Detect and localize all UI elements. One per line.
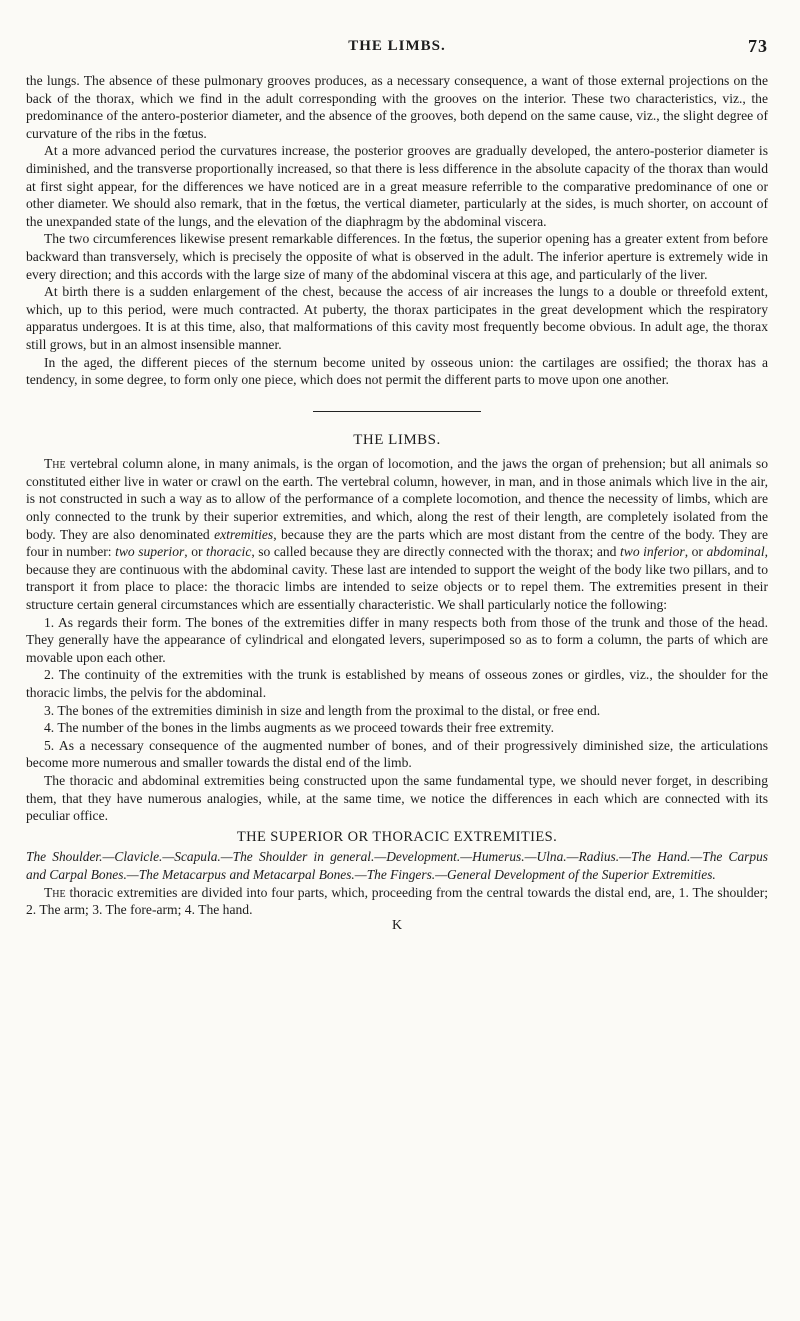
emphasis: two superior <box>115 544 185 560</box>
running-header <box>26 38 768 64</box>
page-number: 73 <box>748 36 768 56</box>
intro-text: , because they are the parts which are most distant from the centre of the body. They are four in number: <box>26 526 768 560</box>
section-contents-summary: The Shoulder.—Clavicle.—Scapula.—The Shoulder in general.—Development.—Humerus.—Ulna.—Radius.—The Hand.—The Carpus and Carpal Bones.—The Metacarpus and Metacarpal Bones.—The Fingers.—General Development of the Superior Extremities. <box>26 849 768 882</box>
printer-signature: K <box>391 917 403 933</box>
emphasis: abdominal <box>706 544 765 560</box>
paragraph: At birth there is a sudden enlargement of the chest, because the access of air increases the lungs to a double or threefold extent, which, up to this period, were much contracted. At puberty, the thorax participates in the great development which the respiratory apparatus undergoes. It is at this time, also, that malformations of this cavity most frequently become obvious. In adult age, the thorax still grows, but in an almost insensible manner. <box>26 284 768 352</box>
emphasis: two inferior <box>619 544 685 560</box>
intro-text: , or <box>184 544 207 560</box>
numbered-point: 5. As a necessary consequence of the augmented number of bones, and of their progressively diminished size, the articulations become more numerous and smaller towards the distal end of the limb. <box>26 737 768 771</box>
numbered-point: 1. As regards their form. The bones of the extremities differ in many respects both from those of the trunk and those of the head. They generally have the appearance of cylindrical and elongated levers, superimposed so as to form a column, the parts of which are movable upon each other. <box>26 614 768 665</box>
paragraph: At a more advanced period the curvatures increase, the posterior grooves are gradually developed, the antero-posterior diameter is diminished, and the transverse proportionally increased, so that there is less difference in the absolute capacity of the thorax than would at first sight appear, for the differences we have noticed are in a great measure referrible to the comparative predominance of one or other diameter. We should also remark, that in the fœtus, the vertical diameter, particularly at the sides, is much shorter, on account of the unexpanded state of the lungs, and the elevation of the diaphragm by the abdominal viscera. <box>26 143 768 229</box>
emphasis: thoracic <box>206 544 252 560</box>
numbered-point: 2. The continuity of the extremities with the trunk is established by means of osseous zones or girdles, viz., the shoulder for the thoracic limbs, the pelvis for the abdominal. <box>26 667 768 700</box>
intro-text: vertebral column alone, in many animals, is the organ of locomotion, and the jaws the organ of prehension; but all animals so constituted either live in water or crawl on the earth. The vertebral column, however, in man, and in those animals which live in the air, is not constructed in such a way as to allow of the performance of a complete locomotion, and thence the necessity of limbs, which are only connected to the trunk by their superior extremities, and which, along the rest of their length, are completely isolated from the body. They are also denominated <box>26 456 768 542</box>
paragraph: The thoracic and abdominal extremities being constructed upon the same fundamental type, we should never forget, in describing them, that they have numerous analogies, while, at the same time, we notice the differences in each which are connected with its peculiar office. <box>26 772 768 824</box>
numbered-point: 4. The number of the bones in the limbs augments as we proceed towards their free extremity. <box>44 720 554 736</box>
intro-text: , because they are continuous with the abdominal cavity. These last are intended to support the weight of the body like two pillars, and to transport it from place to place: the thoracic limbs are intended to seize objects or to repel them. The extremities present in their structure certain general circumstances which are essentially characteristic. We shall particularly notice the following: <box>26 544 768 613</box>
section-divider <box>313 411 481 412</box>
paragraph: The two circumferences likewise present remarkable differences. In the fœtus, the superior opening has a greater extent from before backward than transversely, which is precisely the opposite of what is observed in the adult. The inferior aperture is extremely wide in every direction; and this accords with the large size of many of the abdominal viscera at this age, and particularly of the liver. <box>26 231 768 282</box>
numbered-point: 3. The bones of the extremities diminish in size and length from the proximal to the distal, or free end. <box>44 702 601 718</box>
thoracic-intro-paragraph <box>26 884 768 919</box>
emphasis: extremities <box>214 526 274 542</box>
lead-word: The <box>44 456 66 472</box>
lead-word: The <box>44 884 66 900</box>
page-body <box>26 72 768 933</box>
paragraph: In the aged, the different pieces of the sternum become united by osseous union: the cartilages are ossified; the thorax has a tendency, in some degree, to form only one piece, which does not permit the different parts to move upon one another. <box>26 354 768 388</box>
limbs-intro-paragraph <box>26 455 768 613</box>
intro-text: , so called because they are directly connected with the thorax; and <box>251 544 620 560</box>
paragraph: the lungs. The absence of these pulmonary grooves produces, as a necessary consequence, a want of those external projections on the back of the thorax, which we find in the adult corresponding with the grooves on the interior. These two characteristics, viz., the predominance of the antero-posterior diameter, and the absence of the grooves, both depend on the same cause, viz., the slight degree of curvature of the ribs in the fœtus. <box>26 73 768 141</box>
intro-text: thoracic extremities are divided into four parts, which, proceeding from the central towards the distal end, are, 1. The shoulder; 2. The arm; 3. The fore-arm; 4. The hand. <box>26 884 768 918</box>
section-heading: THE LIMBS. <box>353 431 441 448</box>
running-title: THE LIMBS. <box>348 38 446 54</box>
intro-text: , or <box>684 544 707 560</box>
subsection-heading: THE SUPERIOR OR THORACIC EXTREMITIES. <box>236 828 558 845</box>
